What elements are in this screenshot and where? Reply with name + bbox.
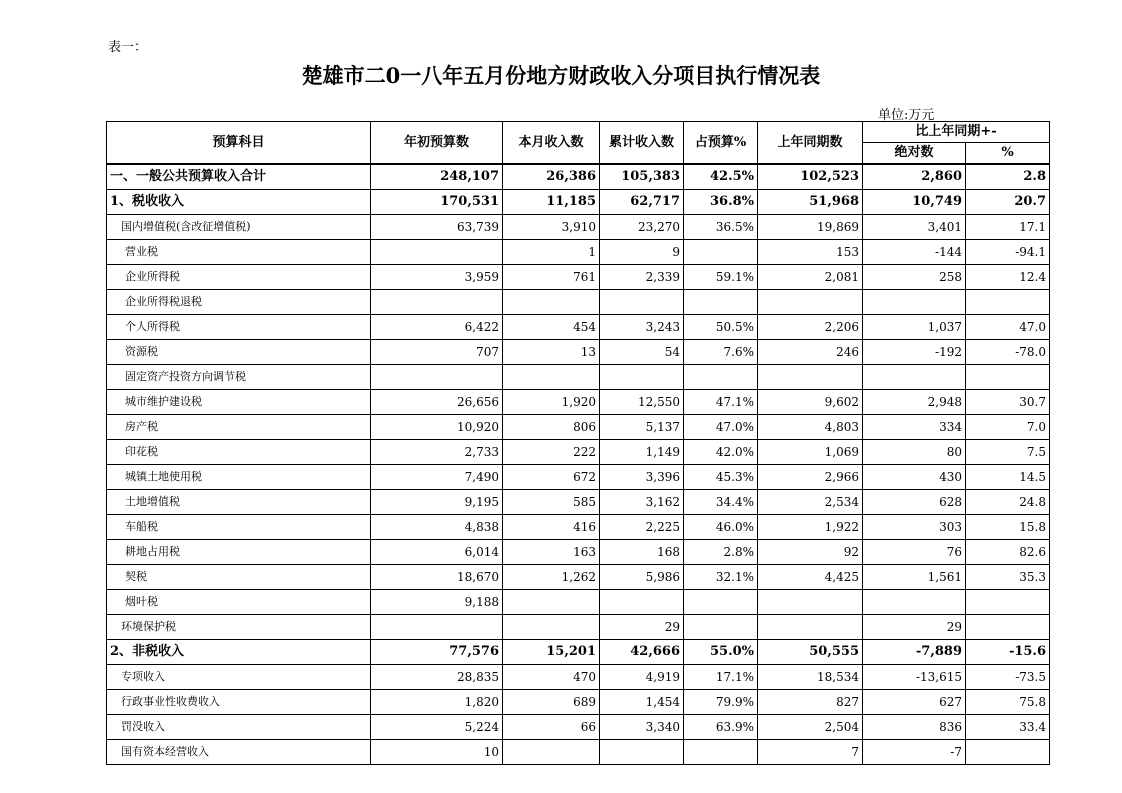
cell-name: 资源税 [107, 340, 371, 365]
cell-month-income: 15,201 [503, 640, 600, 665]
table-row [107, 340, 1050, 365]
table-row [107, 315, 1050, 340]
table-row [107, 465, 1050, 490]
cell-month-income [503, 590, 600, 615]
cell-pct: 35.3 [966, 565, 1050, 590]
cell-absolute [863, 290, 966, 315]
table-number-label: 表一： [108, 40, 148, 55]
cell-month-income: 689 [503, 690, 600, 715]
cell-pct: 30.7 [966, 390, 1050, 415]
cell-month-income: 3,910 [503, 215, 600, 240]
page-title: 楚雄市二0一八年五月份地方财政收入分项目执行情况表 [301, 63, 821, 88]
cell-name: 企业所得税退税 [107, 290, 371, 315]
header-row-1 [107, 122, 1050, 143]
table-row [107, 265, 1050, 290]
cell-last-year: 92 [758, 540, 863, 565]
cell-cumulative: 62,717 [600, 190, 684, 215]
cell-last-year [758, 290, 863, 315]
cell-annual-budget: 6,014 [371, 540, 503, 565]
cell-cumulative: 42,666 [600, 640, 684, 665]
cell-pct-budget: 63.9% [684, 715, 758, 740]
table-row [107, 715, 1050, 740]
cell-last-year: 4,803 [758, 415, 863, 440]
cell-absolute: 80 [863, 440, 966, 465]
cell-last-year [758, 615, 863, 640]
cell-last-year: 50,555 [758, 640, 863, 665]
cell-pct: 20.7 [966, 190, 1050, 215]
cell-last-year [758, 590, 863, 615]
cell-absolute: 430 [863, 465, 966, 490]
cell-name: 国内增值税(含改征增值税) [107, 215, 371, 240]
cell-annual-budget: 28,835 [371, 665, 503, 690]
cell-annual-budget: 9,195 [371, 490, 503, 515]
cell-pct: 33.4 [966, 715, 1050, 740]
table-row [107, 490, 1050, 515]
cell-cumulative: 3,162 [600, 490, 684, 515]
cell-month-income: 672 [503, 465, 600, 490]
cell-last-year: 7 [758, 740, 863, 765]
cell-pct-budget: 2.8% [684, 540, 758, 565]
cell-month-income: 13 [503, 340, 600, 365]
cell-last-year: 18,534 [758, 665, 863, 690]
cell-absolute: -192 [863, 340, 966, 365]
cell-annual-budget: 9,188 [371, 590, 503, 615]
cell-absolute: 76 [863, 540, 966, 565]
cell-last-year: 2,966 [758, 465, 863, 490]
cell-last-year: 51,968 [758, 190, 863, 215]
cell-month-income: 416 [503, 515, 600, 540]
cell-pct: 14.5 [966, 465, 1050, 490]
cell-cumulative: 2,225 [600, 515, 684, 540]
table-row [107, 540, 1050, 565]
cell-month-income: 222 [503, 440, 600, 465]
cell-pct: 7.5 [966, 440, 1050, 465]
header-last-year: 上年同期数 [758, 122, 863, 165]
cell-last-year: 19,869 [758, 215, 863, 240]
cell-name: 专项收入 [107, 665, 371, 690]
cell-name: 2、非税收入 [107, 640, 371, 665]
cell-pct: 24.8 [966, 490, 1050, 515]
cell-cumulative: 23,270 [600, 215, 684, 240]
cell-annual-budget [371, 290, 503, 315]
cell-absolute: 303 [863, 515, 966, 540]
cell-absolute: -7 [863, 740, 966, 765]
table-row [107, 640, 1050, 665]
cell-pct: -78.0 [966, 340, 1050, 365]
cell-annual-budget: 5,224 [371, 715, 503, 740]
cell-annual-budget: 7,490 [371, 465, 503, 490]
cell-month-income: 1,920 [503, 390, 600, 415]
cell-cumulative: 54 [600, 340, 684, 365]
cell-pct [966, 740, 1050, 765]
header-absolute: 绝对数 [863, 143, 966, 165]
cell-name: 环境保护税 [107, 615, 371, 640]
cell-last-year: 102,523 [758, 164, 863, 190]
cell-cumulative: 3,243 [600, 315, 684, 340]
cell-name: 营业税 [107, 240, 371, 265]
cell-absolute: 836 [863, 715, 966, 740]
cell-annual-budget: 170,531 [371, 190, 503, 215]
table-row [107, 365, 1050, 390]
cell-annual-budget: 26,656 [371, 390, 503, 415]
header-month-income: 本月收入数 [503, 122, 600, 165]
table-row [107, 164, 1050, 190]
cell-name: 国有资本经营收入 [107, 740, 371, 765]
cell-absolute: 3,401 [863, 215, 966, 240]
cell-absolute: 10,749 [863, 190, 966, 215]
cell-absolute: -13,615 [863, 665, 966, 690]
table-row [107, 565, 1050, 590]
table-row [107, 740, 1050, 765]
cell-name: 城市维护建设税 [107, 390, 371, 415]
cell-month-income: 26,386 [503, 164, 600, 190]
cell-pct-budget: 42.0% [684, 440, 758, 465]
cell-pct-budget: 34.4% [684, 490, 758, 515]
cell-last-year: 2,504 [758, 715, 863, 740]
cell-pct-budget: 36.8% [684, 190, 758, 215]
cell-cumulative: 12,550 [600, 390, 684, 415]
cell-name: 固定资产投资方向调节税 [107, 365, 371, 390]
cell-last-year: 153 [758, 240, 863, 265]
cell-pct: 17.1 [966, 215, 1050, 240]
cell-name: 个人所得税 [107, 315, 371, 340]
cell-pct [966, 365, 1050, 390]
cell-cumulative: 3,396 [600, 465, 684, 490]
cell-pct-budget: 59.1% [684, 265, 758, 290]
cell-name: 城镇土地使用税 [107, 465, 371, 490]
cell-annual-budget: 248,107 [371, 164, 503, 190]
cell-pct-budget: 79.9% [684, 690, 758, 715]
cell-name: 一、一般公共预算收入合计 [107, 164, 371, 190]
table-row [107, 440, 1050, 465]
cell-month-income: 66 [503, 715, 600, 740]
cell-month-income: 470 [503, 665, 600, 690]
cell-pct-budget [684, 365, 758, 390]
cell-last-year: 827 [758, 690, 863, 715]
table-row [107, 515, 1050, 540]
header-pct: % [966, 143, 1050, 165]
cell-name: 烟叶税 [107, 590, 371, 615]
cell-pct: 47.0 [966, 315, 1050, 340]
cell-annual-budget: 10,920 [371, 415, 503, 440]
cell-pct-budget [684, 590, 758, 615]
cell-name: 耕地占用税 [107, 540, 371, 565]
cell-month-income: 454 [503, 315, 600, 340]
cell-month-income: 806 [503, 415, 600, 440]
cell-absolute: 29 [863, 615, 966, 640]
cell-annual-budget: 18,670 [371, 565, 503, 590]
cell-pct [966, 590, 1050, 615]
cell-last-year: 1,069 [758, 440, 863, 465]
cell-cumulative: 105,383 [600, 164, 684, 190]
header-cumulative: 累计收入数 [600, 122, 684, 165]
cell-cumulative: 3,340 [600, 715, 684, 740]
cell-cumulative [600, 740, 684, 765]
cell-last-year: 2,206 [758, 315, 863, 340]
cell-cumulative: 5,986 [600, 565, 684, 590]
cell-annual-budget: 63,739 [371, 215, 503, 240]
cell-cumulative: 4,919 [600, 665, 684, 690]
cell-pct: -73.5 [966, 665, 1050, 690]
table-row [107, 390, 1050, 415]
cell-pct-budget [684, 240, 758, 265]
cell-absolute: 2,948 [863, 390, 966, 415]
cell-annual-budget [371, 240, 503, 265]
cell-name: 企业所得税 [107, 265, 371, 290]
cell-absolute: 627 [863, 690, 966, 715]
cell-name: 行政事业性收费收入 [107, 690, 371, 715]
cell-cumulative: 2,339 [600, 265, 684, 290]
cell-name: 车船税 [107, 515, 371, 540]
table-row [107, 415, 1050, 440]
cell-month-income: 585 [503, 490, 600, 515]
cell-month-income [503, 615, 600, 640]
cell-annual-budget: 707 [371, 340, 503, 365]
cell-name: 罚没收入 [107, 715, 371, 740]
cell-absolute: 628 [863, 490, 966, 515]
cell-pct-budget: 7.6% [684, 340, 758, 365]
cell-pct: 7.0 [966, 415, 1050, 440]
cell-pct-budget [684, 740, 758, 765]
cell-month-income: 1,262 [503, 565, 600, 590]
cell-pct-budget: 55.0% [684, 640, 758, 665]
cell-month-income: 11,185 [503, 190, 600, 215]
unit-label: 单位:万元 [878, 108, 935, 123]
cell-month-income: 761 [503, 265, 600, 290]
cell-cumulative [600, 365, 684, 390]
cell-absolute: 258 [863, 265, 966, 290]
cell-annual-budget: 1,820 [371, 690, 503, 715]
cell-pct: -15.6 [966, 640, 1050, 665]
cell-name: 房产税 [107, 415, 371, 440]
cell-last-year: 9,602 [758, 390, 863, 415]
header-pct-budget: 占预算% [684, 122, 758, 165]
table-row [107, 190, 1050, 215]
cell-last-year: 4,425 [758, 565, 863, 590]
cell-last-year: 1,922 [758, 515, 863, 540]
cell-pct-budget [684, 615, 758, 640]
cell-last-year: 2,534 [758, 490, 863, 515]
cell-cumulative: 1,149 [600, 440, 684, 465]
cell-pct-budget: 42.5% [684, 164, 758, 190]
table-row [107, 590, 1050, 615]
cell-pct-budget: 45.3% [684, 465, 758, 490]
header-subject: 预算科目 [107, 122, 371, 165]
table-row [107, 290, 1050, 315]
cell-pct: 15.8 [966, 515, 1050, 540]
cell-cumulative [600, 590, 684, 615]
cell-pct: 2.8 [966, 164, 1050, 190]
cell-name: 契税 [107, 565, 371, 590]
cell-pct-budget: 17.1% [684, 665, 758, 690]
cell-cumulative: 29 [600, 615, 684, 640]
cell-annual-budget: 2,733 [371, 440, 503, 465]
table-row [107, 690, 1050, 715]
cell-annual-budget: 10 [371, 740, 503, 765]
cell-annual-budget [371, 615, 503, 640]
cell-annual-budget [371, 365, 503, 390]
cell-absolute: 1,037 [863, 315, 966, 340]
cell-absolute [863, 365, 966, 390]
cell-cumulative [600, 290, 684, 315]
cell-annual-budget: 77,576 [371, 640, 503, 665]
cell-name: 1、税收收入 [107, 190, 371, 215]
cell-annual-budget: 6,422 [371, 315, 503, 340]
header-annual-budget: 年初预算数 [371, 122, 503, 165]
revenue-table [106, 121, 1050, 765]
cell-month-income: 163 [503, 540, 600, 565]
cell-pct-budget: 46.0% [684, 515, 758, 540]
cell-annual-budget: 4,838 [371, 515, 503, 540]
cell-absolute: 334 [863, 415, 966, 440]
cell-pct: 75.8 [966, 690, 1050, 715]
cell-pct [966, 290, 1050, 315]
cell-last-year: 246 [758, 340, 863, 365]
cell-annual-budget: 3,959 [371, 265, 503, 290]
table-row [107, 615, 1050, 640]
table-row [107, 665, 1050, 690]
cell-pct: 82.6 [966, 540, 1050, 565]
cell-cumulative: 9 [600, 240, 684, 265]
cell-last-year [758, 365, 863, 390]
cell-cumulative: 168 [600, 540, 684, 565]
cell-absolute: 1,561 [863, 565, 966, 590]
cell-month-income [503, 740, 600, 765]
cell-month-income [503, 290, 600, 315]
cell-name: 土地增值税 [107, 490, 371, 515]
cell-month-income: 1 [503, 240, 600, 265]
cell-absolute: -144 [863, 240, 966, 265]
cell-month-income [503, 365, 600, 390]
cell-last-year: 2,081 [758, 265, 863, 290]
cell-name: 印花税 [107, 440, 371, 465]
cell-pct [966, 615, 1050, 640]
cell-pct: 12.4 [966, 265, 1050, 290]
cell-pct: -94.1 [966, 240, 1050, 265]
cell-cumulative: 1,454 [600, 690, 684, 715]
cell-cumulative: 5,137 [600, 415, 684, 440]
cell-absolute [863, 590, 966, 615]
cell-pct-budget: 47.1% [684, 390, 758, 415]
table-row [107, 215, 1050, 240]
header-compare: 比上年同期+- [863, 122, 1050, 143]
cell-absolute: 2,860 [863, 164, 966, 190]
cell-pct-budget: 47.0% [684, 415, 758, 440]
cell-pct-budget: 50.5% [684, 315, 758, 340]
cell-absolute: -7,889 [863, 640, 966, 665]
cell-pct-budget: 36.5% [684, 215, 758, 240]
table-body [107, 164, 1050, 765]
table-row [107, 240, 1050, 265]
cell-pct-budget [684, 290, 758, 315]
cell-pct-budget: 32.1% [684, 565, 758, 590]
